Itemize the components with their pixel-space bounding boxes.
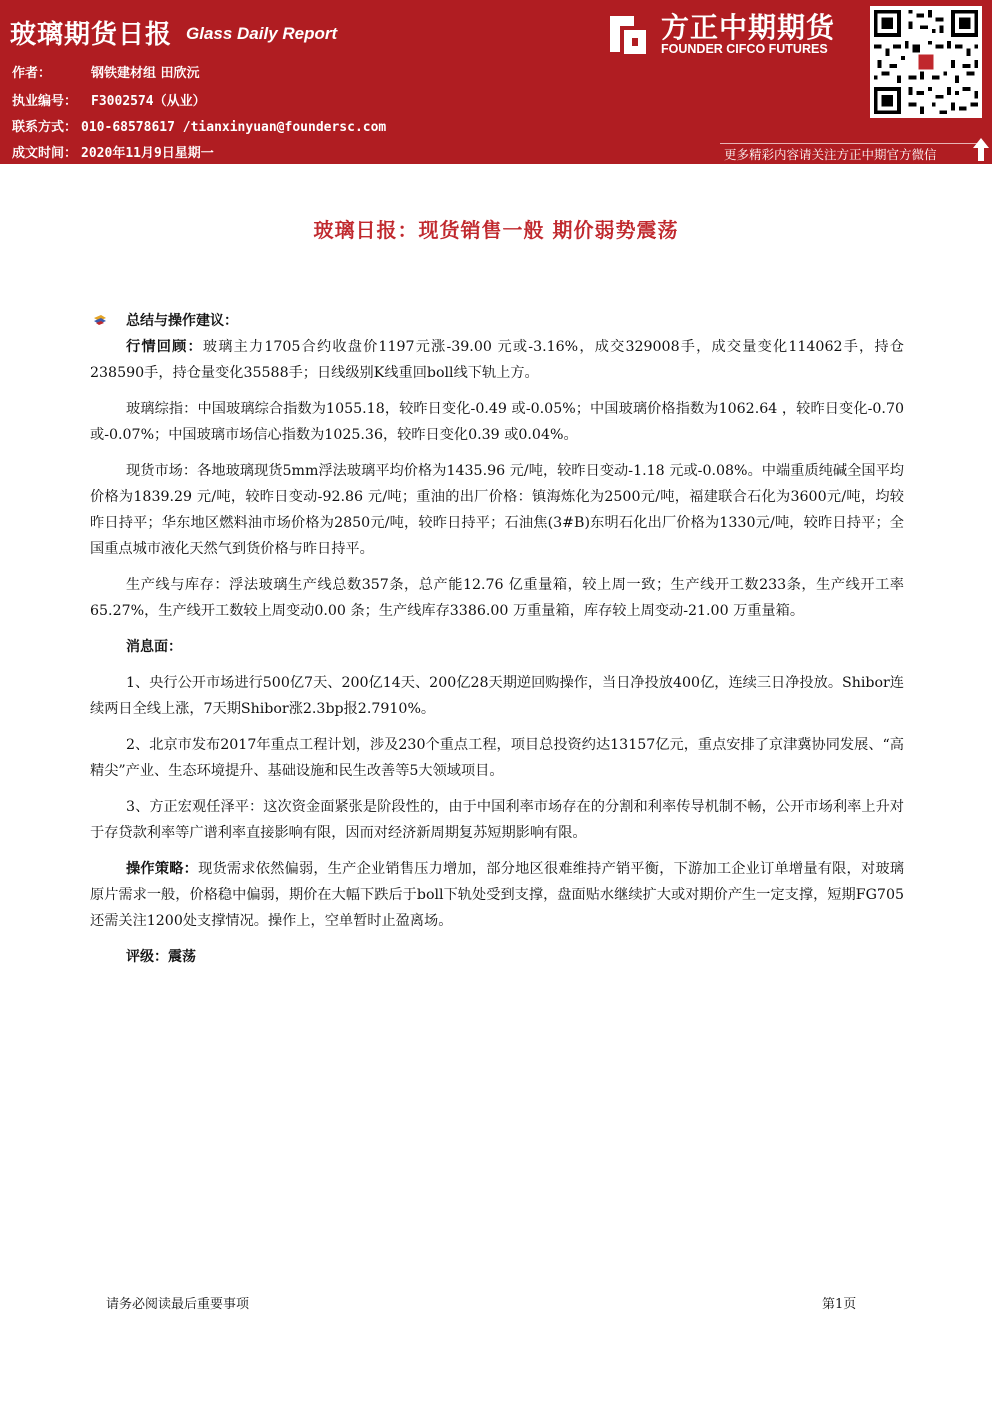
summary-heading-text: 总结与操作建议： [126,313,238,329]
market-review-label: 行情回顾： [126,339,203,355]
license-label: 执业编号： [12,94,78,109]
logo-text-zh: 方正中期期货 [661,11,836,44]
contact-line [12,116,386,135]
report-title-zh: 玻璃期货日报 [10,20,173,50]
report-title-en: Glass Daily Report [186,24,338,43]
header-divider [720,143,982,144]
follow-wechat-text: 更多精彩内容请关注方正中期官方微信 [724,147,937,162]
author-label: 作者： [12,66,52,81]
date-value: 2020年11月9日星期一 [81,146,214,161]
qr-code-icon [870,6,982,118]
production-inventory-paragraph: 生产线与库存：浮法玻璃生产线总数357条，总产能12.76 亿重量箱，较上周一致；生产线开工数233条，生产线开工率65.27%，生产线开工数较上周变动0.00 条；生产线库存3386.00 万重量箱，库存较上周变动-21.00 万重量箱。 [90,577,904,619]
market-review-paragraph [90,334,904,386]
author-line [12,62,200,81]
license-line [12,90,206,109]
bullet-icon [92,314,108,326]
news-item-3: 3、方正宏观任泽平：这次资金面紧张是阶段性的，由于中国利率市场存在的分割和利率传导机制不畅，公开市场利率上升对于存贷款利率等广谱利率直接影响有限，因而对经济新周期复苏短期影响有限。 [90,799,904,841]
strategy-paragraph [90,856,904,934]
document-title: 玻璃日报：现货销售一般 期价弱势震荡 [313,218,679,242]
contact-value: 010-68578617 /tianxinyuan@foundersc.com [81,120,387,135]
footer-notice: 请务必阅读最后重要事项 [106,1297,250,1312]
news-item-2: 2、北京市发布2017年重点工程计划，涉及230个重点工程，项目总投资约达13157亿元，重点安排了京津冀协同发展、“高精尖”产业、生态环境提升、基础设施和民生改善等5大领域项目。 [90,737,904,779]
market-review-text: 玻璃主力1705合约收盘价1197元涨-39.00 元或-3.16%，成交329008手，成交量变化114062手，持仓238590手，持仓量变化35588手；日线级别K线重回boll线下轨上方。 [90,339,904,381]
founder-logo-icon [604,12,652,58]
date-line [12,142,214,161]
contact-label: 联系方式： [12,120,78,135]
author-value: 钢铁建材组 田欣沅 [91,66,200,81]
rating-line: 评级：震荡 [126,949,196,965]
spot-market-paragraph: 现货市场：各地玻璃现货5mm浮法玻璃平均价格为1435.96 元/吨，较昨日变动-1.18 元或-0.08%。中端重质纯碱全国平均价格为1839.29 元/吨，较昨日变动-92.86 元/吨；重油的出厂价格：镇海炼化为2500元/吨，福建联合石化为3600元/吨，均较昨日持平；华东地区燃料油市场价格为2850元/吨，较昨日持平；石油焦(3#B)东明石化出厂价格为1330元/吨，较昨日持平；全国重点城市液化天然气到货价格与昨日持平。 [90,463,904,557]
up-arrow-icon [972,136,990,162]
page-number: 第1页 [822,1297,857,1312]
news-item-1: 1、央行公开市场进行500亿7天、200亿14天、200亿28天期逆回购操作，当日净投放400亿，连续三日净投放。Shibor连续两日全线上涨，7天期Shibor涨2.3bp报2.7910%。 [90,675,904,717]
license-value: F3002574（从业） [91,94,206,109]
date-label: 成文时间： [12,146,78,161]
report-header [0,0,992,164]
report-body [90,308,904,980]
strategy-text: 现货需求依然偏弱，生产企业销售压力增加，部分地区很难维持产销平衡，下游加工企业订单增量有限，对玻璃原片需求一般，价格稳中偏弱，期价在大幅下跌后于boll下轨处受到支撑，盘面贴水继续扩大或对期价产生一定支撑，短期FG705还需关注1200处支撑情况。操作上，空单暂时止盈离场。 [90,861,904,929]
summary-heading [90,308,904,334]
logo-text-en: FOUNDER CIFCO FUTURES [661,42,828,56]
glass-index-paragraph: 玻璃综指：中国玻璃综合指数为1055.18，较昨日变化-0.49 或-0.05%；中国玻璃价格指数为1062.64 ，较昨日变化-0.70 或-0.07%；中国玻璃市场信心指数为1025.36，较昨日变化0.39 或0.04%。 [90,401,904,443]
news-heading: 消息面： [126,639,182,655]
strategy-label: 操作策略： [126,861,199,877]
